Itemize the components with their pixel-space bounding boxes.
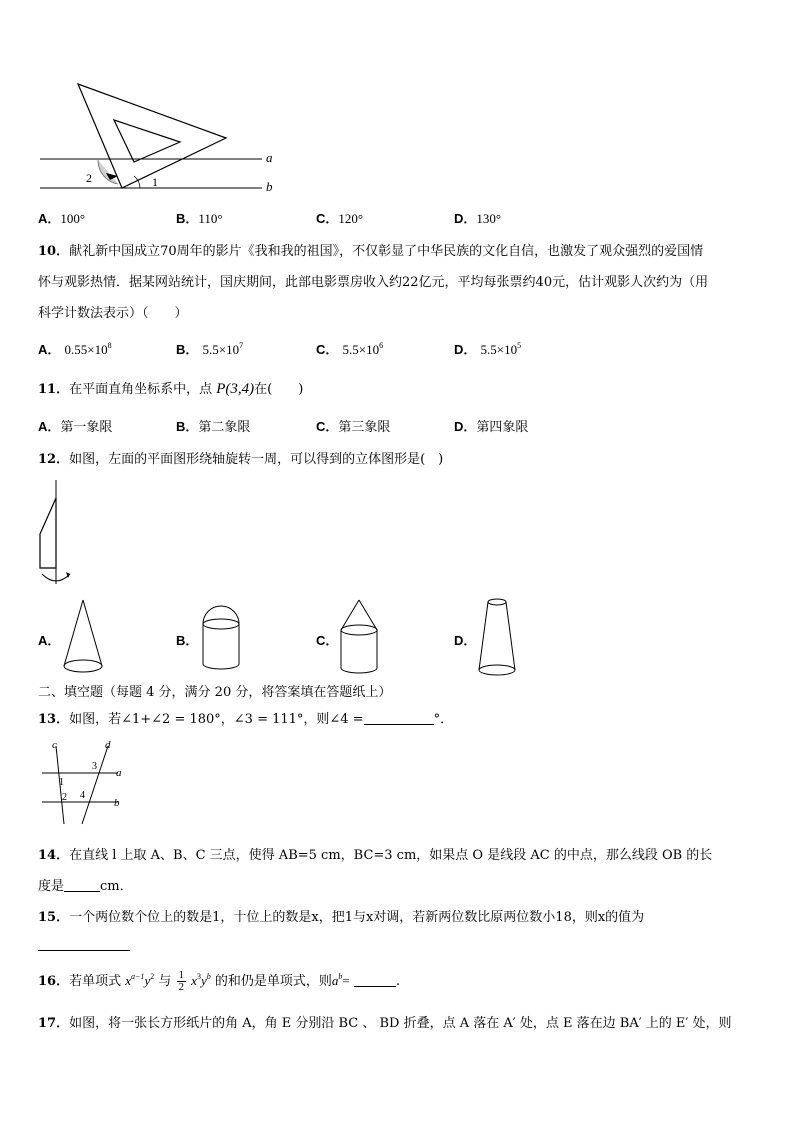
svg-text:2: 2 xyxy=(62,792,67,803)
fraction: $\frac{1}{2}$ xyxy=(178,969,185,993)
q13-figure xyxy=(38,738,138,828)
label-b: b xyxy=(266,179,273,194)
q10-option-b: B． $5.5\times 10^7$ xyxy=(176,341,244,357)
cone-on-cylinder-icon xyxy=(336,596,382,678)
q14-answer-blank[interactable] xyxy=(64,879,100,892)
q11-option-c: C．第三象限 xyxy=(316,419,391,435)
svg-text:a: a xyxy=(116,767,122,779)
q11-stem: 11．在平面直角坐标系中，点 P(3,4)在( ) xyxy=(38,381,304,397)
q9-option-d: D．130° xyxy=(454,211,502,226)
q15-answer-blank[interactable] xyxy=(38,950,130,951)
q16-answer-blank[interactable] xyxy=(354,974,396,987)
q9-figure xyxy=(30,80,290,200)
svg-text:4: 4 xyxy=(80,790,85,801)
q11-option-a: A．第一象限 xyxy=(38,419,113,435)
svg-text:b: b xyxy=(114,797,120,809)
q12-stem: 12．如图，左面的平面图形绕轴旋转一周，可以得到的立体图形是( ) xyxy=(38,452,444,467)
q9-option-a: A．100° xyxy=(38,211,86,226)
q9-option-b: B．110° xyxy=(176,211,223,226)
q10-line1: 10．献礼新中国成立70周年的影片《我和我的祖国》，不仅彰显了中华民族的文化自信，也激发了观众强烈的爱国情 xyxy=(38,244,704,259)
q10-option-c: C． $5.5\times 10^6$ xyxy=(316,341,384,357)
q10-option-a: A． $0.55\times 10^8$ xyxy=(38,341,112,357)
q14-line1: 14．在直线 l 上取 A、B、C 三点，使得 AB=5 cm，BC=3 cm，如果点 O 是线段 AC 的中点，那么线段 OB 的长 xyxy=(38,848,713,863)
set-square-inner xyxy=(114,120,180,162)
q13-stem: 13．如图，若∠1+∠2 = 180°，∠3 = 111°，则∠4 = °． xyxy=(38,712,454,727)
q15-stem: 15．一个两位数个位上的数是1，十位上的数是x，把1与x对调，若新两位数比原两位数小18，则x的值为 xyxy=(38,910,645,925)
set-square-outer xyxy=(78,84,226,188)
label-a: a xyxy=(266,150,273,165)
q12-option-a: A． xyxy=(38,633,61,648)
svg-text:3: 3 xyxy=(92,761,97,772)
q17-stem: 17．如图，将一张长方形纸片的角 A，角 E 分别沿 BC 、 BD 折叠，点 A 落在 A′ 处，点 E 落在边 BA′ 上的 E′ 处，则 xyxy=(38,1016,732,1031)
svg-text:d: d xyxy=(105,739,111,751)
section-title: 二、填空题（每题 4 分，满分 20 分，将答案填在答题纸上） xyxy=(38,685,392,700)
label-2: 2 xyxy=(86,171,92,185)
q16-stem: 16．若单项式 $x^{a-1}y^2$ 与 $\frac{1}{2}$ $x^3y^b$ 的和仍是单项式，则$a^b=$ . xyxy=(38,969,400,993)
q11-option-b: B．第二象限 xyxy=(176,419,251,435)
frustum-icon xyxy=(474,596,520,680)
cylinder-hemisphere-icon xyxy=(198,602,244,674)
q10-line3: 科学计数法表示）（ ） xyxy=(38,306,188,321)
q12-option-d: D． xyxy=(454,633,477,648)
q12-plane-figure xyxy=(32,478,82,590)
cone-icon xyxy=(60,596,106,678)
q12-option-b: B． xyxy=(176,633,199,648)
q13-answer-blank[interactable] xyxy=(364,712,434,725)
label-1: 1 xyxy=(152,175,158,189)
svg-text:1: 1 xyxy=(59,777,64,788)
q9-option-c: C．120° xyxy=(316,211,364,226)
q14-line2: 度是 cm． xyxy=(38,879,133,894)
plane-shape xyxy=(40,498,56,568)
q11-option-d: D．第四象限 xyxy=(454,419,529,435)
q12-option-c: C． xyxy=(316,633,339,648)
svg-text:c: c xyxy=(52,739,57,751)
q10-line2: 怀与观影热情．据某网站统计，国庆期间，此部电影票房收入约22亿元，平均每张票约40元，估计观影人次约为（用 xyxy=(38,275,709,290)
q10-option-d: D． $5.5\times 10^5$ xyxy=(454,341,522,357)
